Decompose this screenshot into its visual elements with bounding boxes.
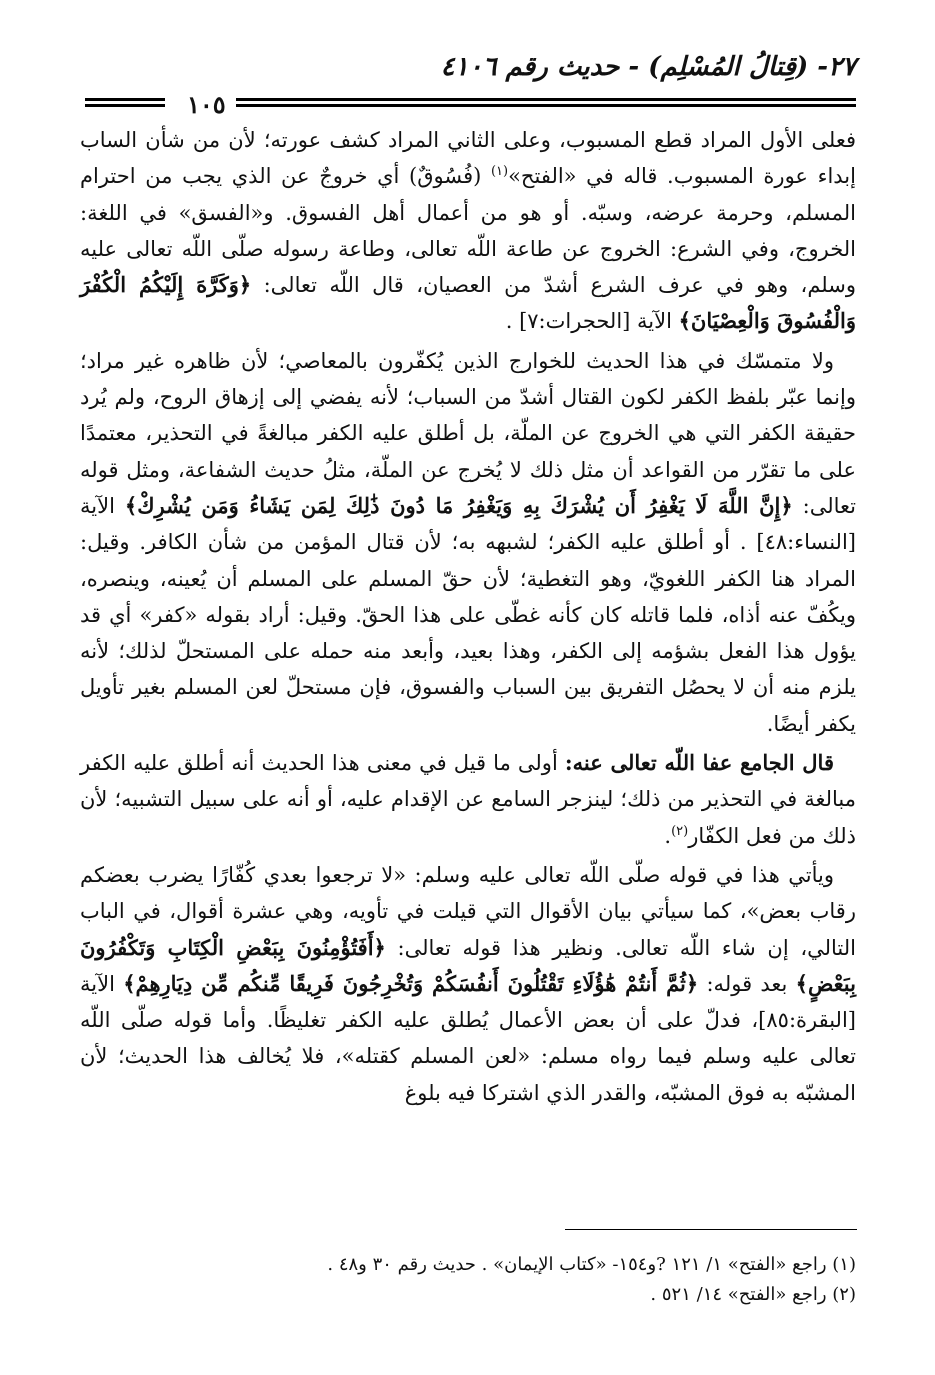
paragraph-text: . bbox=[664, 823, 672, 848]
header-rule-right-2 bbox=[225, 104, 856, 107]
paragraph-text: (فُسُوقٌ) أي خروجٌ عن الذي يجب من احترام المسلم، وحرمة عرضه، وسبّه. أو هو من أعمال أهل الفسوق. و«الفسق» في اللغة: الخروج، وفي الشرع: الخروج عن طاعة اللّه تعالى، وطاعة رسوله صلّى اللّه تعالى عليه وسلم، وهو في عرف الشرع أشدّ من العصيان، قال اللّه تعالى: bbox=[80, 164, 856, 298]
quran-verse: ﴿ثُمَّ أَنتُمْ هَٰؤُلَاءِ تَقْتُلُونَ أَنفُسَكُمْ وَتُخْرِجُونَ فَرِيقًا مِّنكُم مِّن دِيَارِهِمْ﴾ bbox=[123, 970, 699, 996]
footnote-2: (٢) راجع «الفتح» ١٤/ ٥٢١ . bbox=[650, 1284, 856, 1305]
footnote-1: (١) راجع «الفتح» ١/ ١٢١ ?و١٥٤- «كتاب الإيمان» . حديث رقم ٣٠ و٤٨ . bbox=[327, 1254, 856, 1275]
running-header-title: ٢٧- (قِتالُ المُسْلِم) - حديث رقم ٤١٠٦ bbox=[440, 52, 856, 82]
footnote-ref-2: (٢) bbox=[671, 823, 689, 839]
paragraph-text: الآية [البقرة:٨٥]، فدلّ على أن بعض الأعمال يُطلق عليه الكفر تغليظًا. وأما قوله صلّى اللّه تعالى عليه وسلم فيما رواه مسلم: «لعن المسلم كقتله»، فلا يُخالف هذا الحديث؛ لأن المشبّه به فوق المشبّه، والقدر الذي اشتركا فيه بلوغ bbox=[80, 971, 856, 1105]
footnote-ref-1: (١) bbox=[490, 164, 509, 180]
header-rule-left-1 bbox=[85, 98, 165, 101]
paragraph-text: ولا متمسّك في هذا الحديث للخوارج الذين يُكفّرون بالمعاصي؛ لأن ظاهره غير مراد؛ وإنما عبّر بلفظ الكفر لكون القتال أشدّ من السباب؛ لأنه يفضي إلى إزهاق الروح، ولم يُرد حقيقة الكفر التي هي الخروج عن الملّة، بل أطلق عليه الكفر مبالغةً في التحذير، معتمدًا على ما تقرّر من القواعد أن مثل ذلك لا يُخرج عن الملّة، مثلُ حديث الشفاعة، ومثل قوله تعالى: bbox=[80, 348, 857, 518]
page-header bbox=[80, 50, 856, 119]
paragraph-2 bbox=[80, 343, 856, 742]
header-rule-left-2 bbox=[85, 104, 165, 107]
paragraph-1 bbox=[80, 122, 856, 340]
paragraph-4 bbox=[80, 857, 856, 1111]
quran-verse: ﴿وَكَرَّهَ إِلَيْكُمُ الْكُفْرَ وَالْفُسُوقَ وَالْعِصْيَانَ﴾ bbox=[80, 272, 856, 334]
page-number: ١٠٥ bbox=[177, 90, 236, 119]
footnotes bbox=[80, 1250, 856, 1310]
paragraph-3 bbox=[80, 745, 856, 854]
footnote-separator bbox=[565, 1229, 857, 1230]
main-text bbox=[80, 122, 856, 1114]
paragraph-text: الآية [الحجرات:٧] . bbox=[505, 309, 679, 334]
quran-verse: ﴿إِنَّ اللَّهَ لَا يَغْفِرُ أَن يُشْرَكَ بِهِ وَيَغْفِرُ مَا دُونَ ذَٰلِكَ لِمَن يَشَاءُ وَمَن يُشْرِكْ﴾ bbox=[124, 492, 793, 518]
quran-verse: ﴿أَفَتُؤْمِنُونَ بِبَعْضِ الْكِتَابِ وَتَكْفُرُونَ بِبَعْضٍ﴾ bbox=[80, 934, 856, 996]
header-rule-right-1 bbox=[225, 98, 856, 101]
paragraph-text: فعلى الأول المراد قطع المسبوب، وعلى الثاني المراد كشف عورته؛ لأن من شأن الساب إبداء عورة المسبوب. قاله في «الفتح» bbox=[80, 128, 856, 189]
paragraph-text: ويأتي هذا في قوله صلّى اللّه تعالى عليه وسلم: «لا ترجعوا بعدي كُفّارًا يضرب بعضكم رقاب بعض»، كما سيأتي بيان الأقوال التي قيلت في تأويه، وهي عشرة أقوال، في الباب التالي، إن شاء اللّه تعالى. ونظير هذا قوله تعالى: bbox=[80, 862, 856, 960]
paragraph-text: بعد قوله: bbox=[698, 971, 796, 996]
paragraph-text: أولى ما قيل في معنى هذا الحديث أنه أطلق عليه الكفر مبالغة في التحذير من ذلك؛ لينزجر السامع عن الإقدام عليه، أو أنه على سبيل التشبيه؛ لأن ذلك من فعل الكفّار bbox=[80, 751, 856, 848]
author-remark-lead: قال الجامع عفا اللّه تعالى عنه: bbox=[564, 750, 834, 776]
paragraph-text: الآية [النساء:٤٨] . أو أطلق عليه الكفر؛ لشبهه به؛ لأن قتال المؤمن من شأن الكافر. وقيل: المراد هنا الكفر اللغويّ، وهو التغطية؛ لأن حقّ المسلم على المسلم أن يُعينه، وينصره، ويكُفّ عنه أذاه، فلما قاتله كان كأنه غطّى على هذا الحقّ. وقيل: أراد بقوله «كفر» أي قد يؤول هذا الفعل بشؤمه إلى الكفر، وهذا بعيد، وأبعد منه حمله على المستحلّ لذلك؛ لأنه يلزم منه أن لا يحصُل التفريق بين السباب والفسوق، فإن مستحلّ لعن المسلم بغير تأويل يكفر أيضًا. bbox=[80, 493, 856, 736]
